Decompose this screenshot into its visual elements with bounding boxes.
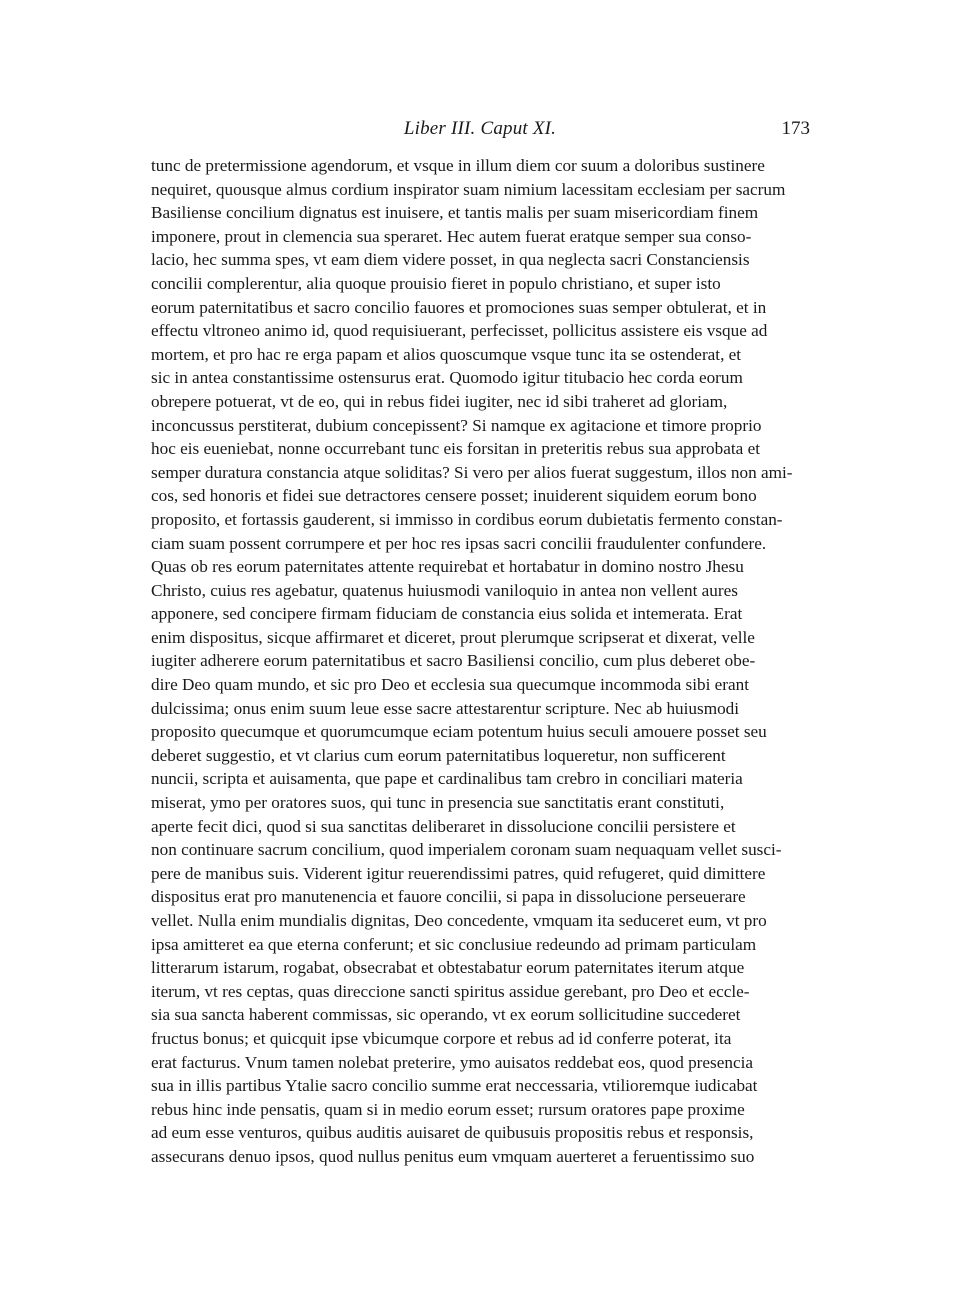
- text-line: rebus hinc inde pensatis, quam si in medio eorum esset; rursum oratores pape proxime: [151, 1099, 745, 1119]
- running-title: Liber III. Caput XI.: [403, 118, 557, 139]
- text-line: deberet suggestio, et vt clarius cum eorum paternitatibus loqueretur, non sufficerent: [151, 745, 726, 765]
- text-line: effectu vltroneo animo id, quod requisiuerant, perfecisset, pollicitus assistere eis vsque ad: [151, 321, 768, 341]
- text-line: obrepere potuerat, vt de eo, qui in rebus fidei iugiter, nec id sibi traheret ad gloriam,: [151, 391, 728, 411]
- text-line: sia sua sancta haberent commissas, sic operando, vt ex eorum sollicitudine succederet: [151, 1005, 741, 1025]
- text-line: lacio, hec summa spes, vt eam diem videre posset, in qua neglecta sacri Constanciensis: [151, 250, 750, 270]
- text-line: proposito, et fortassis gauderent, si immisso in cordibus eorum dubietatis fermento constan-: [151, 509, 783, 529]
- text-line: nequiret, quousque almus cordium inspirator suam nimium lacessitam ecclesiam per sacrum: [151, 179, 786, 199]
- text-line: vellet. Nulla enim mundialis dignitas, Deo concedente, vmquam ita seduceret eum, vt pro: [151, 911, 767, 930]
- text-line: Quas ob res eorum paternitates attente requirebat et hortabatur in domino nostro Jhesu: [151, 557, 744, 577]
- text-line: litterarum istarum, rogabat, obsecrabat et obtestabatur eorum paternitates iterum atque: [151, 958, 745, 978]
- text-line: eorum paternitatibus et sacro concilio fauores et promociones suas semper obtulerat, et in: [151, 297, 767, 317]
- text-line: ad eum esse venturos, quibus auditis auisaret de quibusuis propositis rebus et responsis,: [151, 1123, 754, 1143]
- body-text: [151, 154, 809, 1169]
- text-line: tunc de pretermissione agendorum, et vsque in illum diem cor suum a doloribus sustinere: [151, 156, 765, 175]
- text-line: hoc eis eueniebat, nonne occurrebant tunc eis forsitan in preteritis rebus sua approbata et: [151, 439, 760, 459]
- text-line: dulcissima; onus enim suum leue esse sacre attestarentur scripture. Nec ab huiusmodi: [151, 698, 740, 718]
- text-line: apponere, sed concipere firmam fiduciam de constancia eius solida et intemerata. Erat: [151, 604, 743, 624]
- text-line: nuncii, scripta et auisamenta, que pape et cardinalibus tam crebro in conciliari materia: [151, 769, 743, 789]
- text-line: fructus bonus; et quicquit ipse vbicumque corpore et rebus ad id conferre poterat, ita: [151, 1028, 732, 1048]
- text-line: pere de manibus suis. Viderent igitur reuerendissimi patres, quid refugeret, quid dimittere: [151, 863, 766, 883]
- text-line: miserat, ymo per oratores suos, qui tunc in presencia sue sanctitatis erant constituti,: [151, 793, 725, 813]
- text-line: iugiter adherere eorum paternitatibus et sacro Basiliensi concilio, cum plus deberet obe-: [151, 651, 756, 671]
- text-line: mortem, et pro hac re erga papam et alios quoscumque vsque tunc ita se ostenderat, et: [151, 344, 742, 364]
- text-line: imponere, prout in clemencia sua speraret. Hec autem fuerat eratque semper sua conso-: [151, 226, 752, 246]
- text-line: concilii complerentur, alia quoque prouisio fieret in populo christiano, et super isto: [151, 273, 721, 293]
- text-line: ciam suam possent corrumpere et per hoc res ipsas sacri concilii fraudulenter confundere.: [151, 533, 767, 553]
- text-line: semper duratura constancia atque soliditas? Si vero per alios fuerat suggestum, illos non ami-: [151, 462, 793, 482]
- text-line: Basiliense concilium dignatus est inuisere, et tantis malis per suam misericordiam finem: [151, 203, 759, 223]
- text-line: dispositus erat pro manutenencia et fauore concilii, si papa in dissolucione perseuerare: [151, 887, 746, 907]
- text-line: Christo, cuius res agebatur, quatenus huiusmodi vaniloquio in antea non vellent aures: [151, 580, 738, 600]
- page-number: 173: [781, 118, 810, 139]
- text-line: iterum, vt res ceptas, quas direccione sancti spiritus assidue gerebant, pro Deo et eccle-: [151, 981, 750, 1001]
- text-line: inconcussus perstiterat, dubium concepissent? Si namque ex agitacione et timore proprio: [151, 415, 762, 435]
- text-line: dire Deo quam mundo, et sic pro Deo et ecclesia sua quecumque incommoda sibi erant: [151, 675, 750, 695]
- text-line: erat facturus. Vnum tamen nolebat preterire, ymo auisatos reddebat eos, quod presencia: [151, 1052, 753, 1072]
- text-line: aperte fecit dici, quod si sua sanctitas deliberaret in dissolucione concilii persistere et: [151, 816, 736, 836]
- text-line: sua in illis partibus Ytalie sacro concilio summe erat neccessaria, vtilioremque iudicabat: [151, 1076, 758, 1096]
- text-line: sic in antea constantissime ostensurus erat. Quomodo igitur titubacio hec corda eorum: [151, 368, 743, 388]
- text-line: non continuare sacrum concilium, quod imperialem coronam suam nequaquam vellet susci-: [151, 840, 782, 860]
- text-line: cos, sed honoris et fidei sue detractores censere posset; inuiderent siquidem eorum bono: [151, 486, 757, 506]
- text-line: ipsa amitteret ea que eterna conferunt; et sic conclusiue redeundo ad primam particulam: [151, 934, 757, 954]
- text-line: proposito quecumque et quorumcumque eciam potentum huius seculi amouere posset seu: [151, 722, 767, 742]
- text-line: enim dispositus, sicque affirmaret et diceret, prout plerumque scripserat et dixerat, velle: [151, 627, 755, 647]
- running-head: [150, 118, 810, 144]
- text-line: assecurans denuo ipsos, quod nullus penitus eum vmquam auerteret a feruentissimo suo: [151, 1146, 755, 1166]
